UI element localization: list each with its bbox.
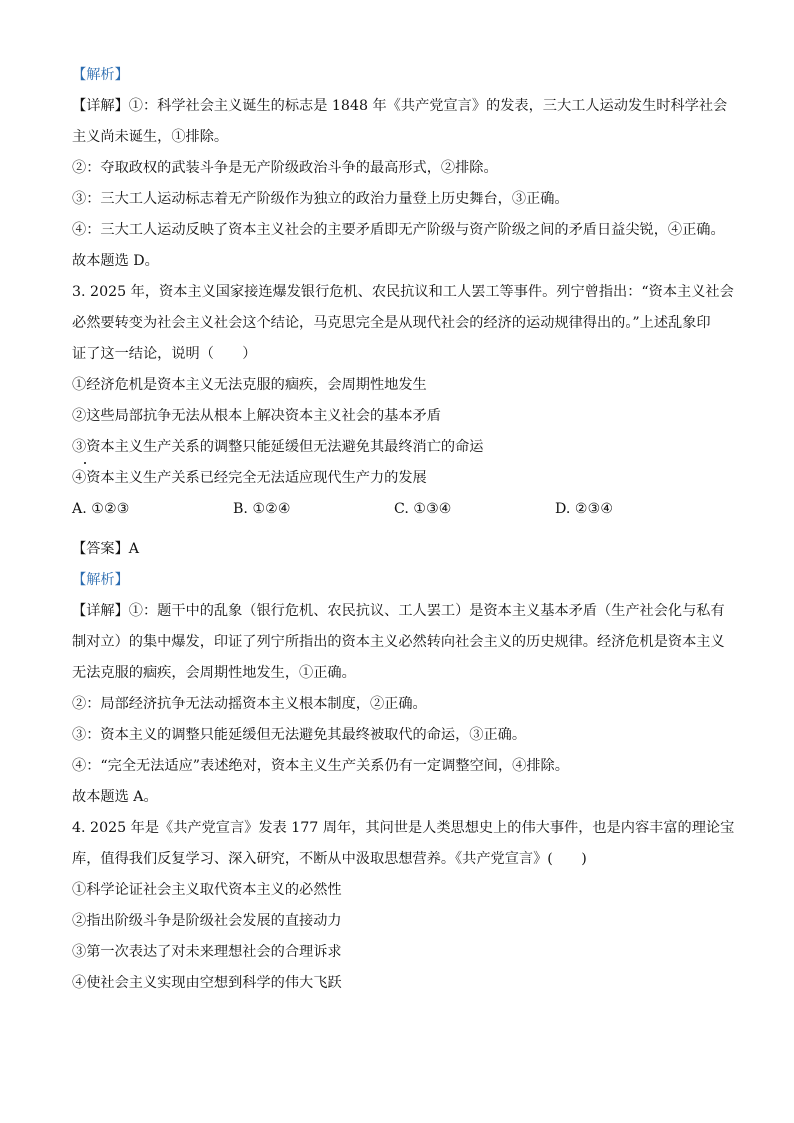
- detail-line: 故本题选 A。: [72, 789, 158, 805]
- detail-line: 制对立）的集中爆发，印证了列宁所指出的资本主义必然转向社会主义的历史规律。经济危机是资本主义: [72, 634, 725, 650]
- detail-line: ②：局部经济抗争无法动摇资本主义根本制度，②正确。: [72, 696, 427, 712]
- analysis-heading: 【解析】: [72, 572, 129, 588]
- detail-line: 【详解】①：科学社会主义诞生的标志是 1848 年《共产党宣言》的发表，三大工人运动发生时科学社会: [72, 98, 728, 114]
- detail-line: ③：资本主义的调整只能延缓但无法避免其最终被取代的命运，③正确。: [72, 727, 527, 743]
- question-4-item: ④使社会主义实现由空想到科学的伟大飞跃: [72, 975, 342, 991]
- analysis-heading: 【解析】: [72, 67, 129, 83]
- option-c: C. ①③④: [394, 501, 452, 517]
- detail-line: 无法克服的痼疾，会周期性地发生，①正确。: [72, 665, 356, 681]
- question-4-item: ②指出阶级斗争是阶级社会发展的直接动力: [72, 913, 342, 929]
- question-3-item: ③资本主义生产关系的调整只能延缓但无法避免其最终消亡的命运: [72, 439, 484, 455]
- question-4-item: ①科学论证社会主义取代资本主义的必然性: [72, 882, 342, 898]
- question-3-stem: 必然要转变为社会主义社会这个结论，马克思完全是从现代社会的经济的运动规律得出的。”上述乱象印: [72, 315, 711, 331]
- question-3-item: ②这些局部抗争无法从根本上解决资本主义社会的基本矛盾: [72, 408, 441, 424]
- question-3-item: ①经济危机是资本主义无法克服的痼疾，会周期性地发生: [72, 377, 427, 393]
- detail-line: ④：“完全无法适应”表述绝对，资本主义生产关系仍有一定调整空间，④排除。: [72, 758, 569, 774]
- question-3-stem: 3. 2025 年，资本主义国家接连爆发银行危机、农民抗议和工人罢工等事件。列宁曾指出：“资本主义社会: [72, 284, 734, 300]
- question-3-options: [72, 498, 724, 520]
- question-4-stem: 4. 2025 年是《共产党宣言》发表 177 周年，其问世是人类思想史上的伟大事件，也是内容丰富的理论宝: [72, 820, 735, 836]
- question-3-item: ④资本主义生产关系已经完全无法适应现代生产力的发展: [72, 470, 427, 486]
- option-b: B. ①②④: [233, 501, 291, 517]
- document-page: [72, 64, 735, 1003]
- question-4-stem: 库，值得我们反复学习、深入研究，不断从中汲取思想营养。《共产党宣言》( ): [72, 851, 587, 867]
- detail-line: ②：夺取政权的武装斗争是无产阶级政治斗争的最高形式，②排除。: [72, 160, 498, 176]
- detail-line: 【详解】①：题干中的乱象（银行危机、农民抗议、工人罢工）是资本主义基本矛盾（生产社会化与私有: [72, 603, 725, 619]
- answer-label: 【答案】A: [72, 541, 139, 557]
- stray-dot: [84, 462, 86, 464]
- detail-line: 主义尚未诞生，①排除。: [72, 129, 229, 145]
- detail-line: ③：三大工人运动标志着无产阶级作为独立的政治力量登上历史舞台，③正确。: [72, 191, 569, 207]
- detail-line: ④：三大工人运动反映了资本主义社会的主要矛盾即无产阶级与资产阶级之间的矛盾日益尖锐，④正确。: [72, 222, 725, 238]
- question-3-stem: 证了这一结论，说明（ ）: [72, 346, 257, 362]
- question-4-item: ③第一次表达了对未来理想社会的合理诉求: [72, 944, 342, 960]
- detail-line: 故本题选 D。: [72, 253, 159, 269]
- spacer: [72, 520, 724, 526]
- option-a: A. ①②③: [72, 501, 130, 517]
- option-d: D. ②③④: [555, 501, 614, 517]
